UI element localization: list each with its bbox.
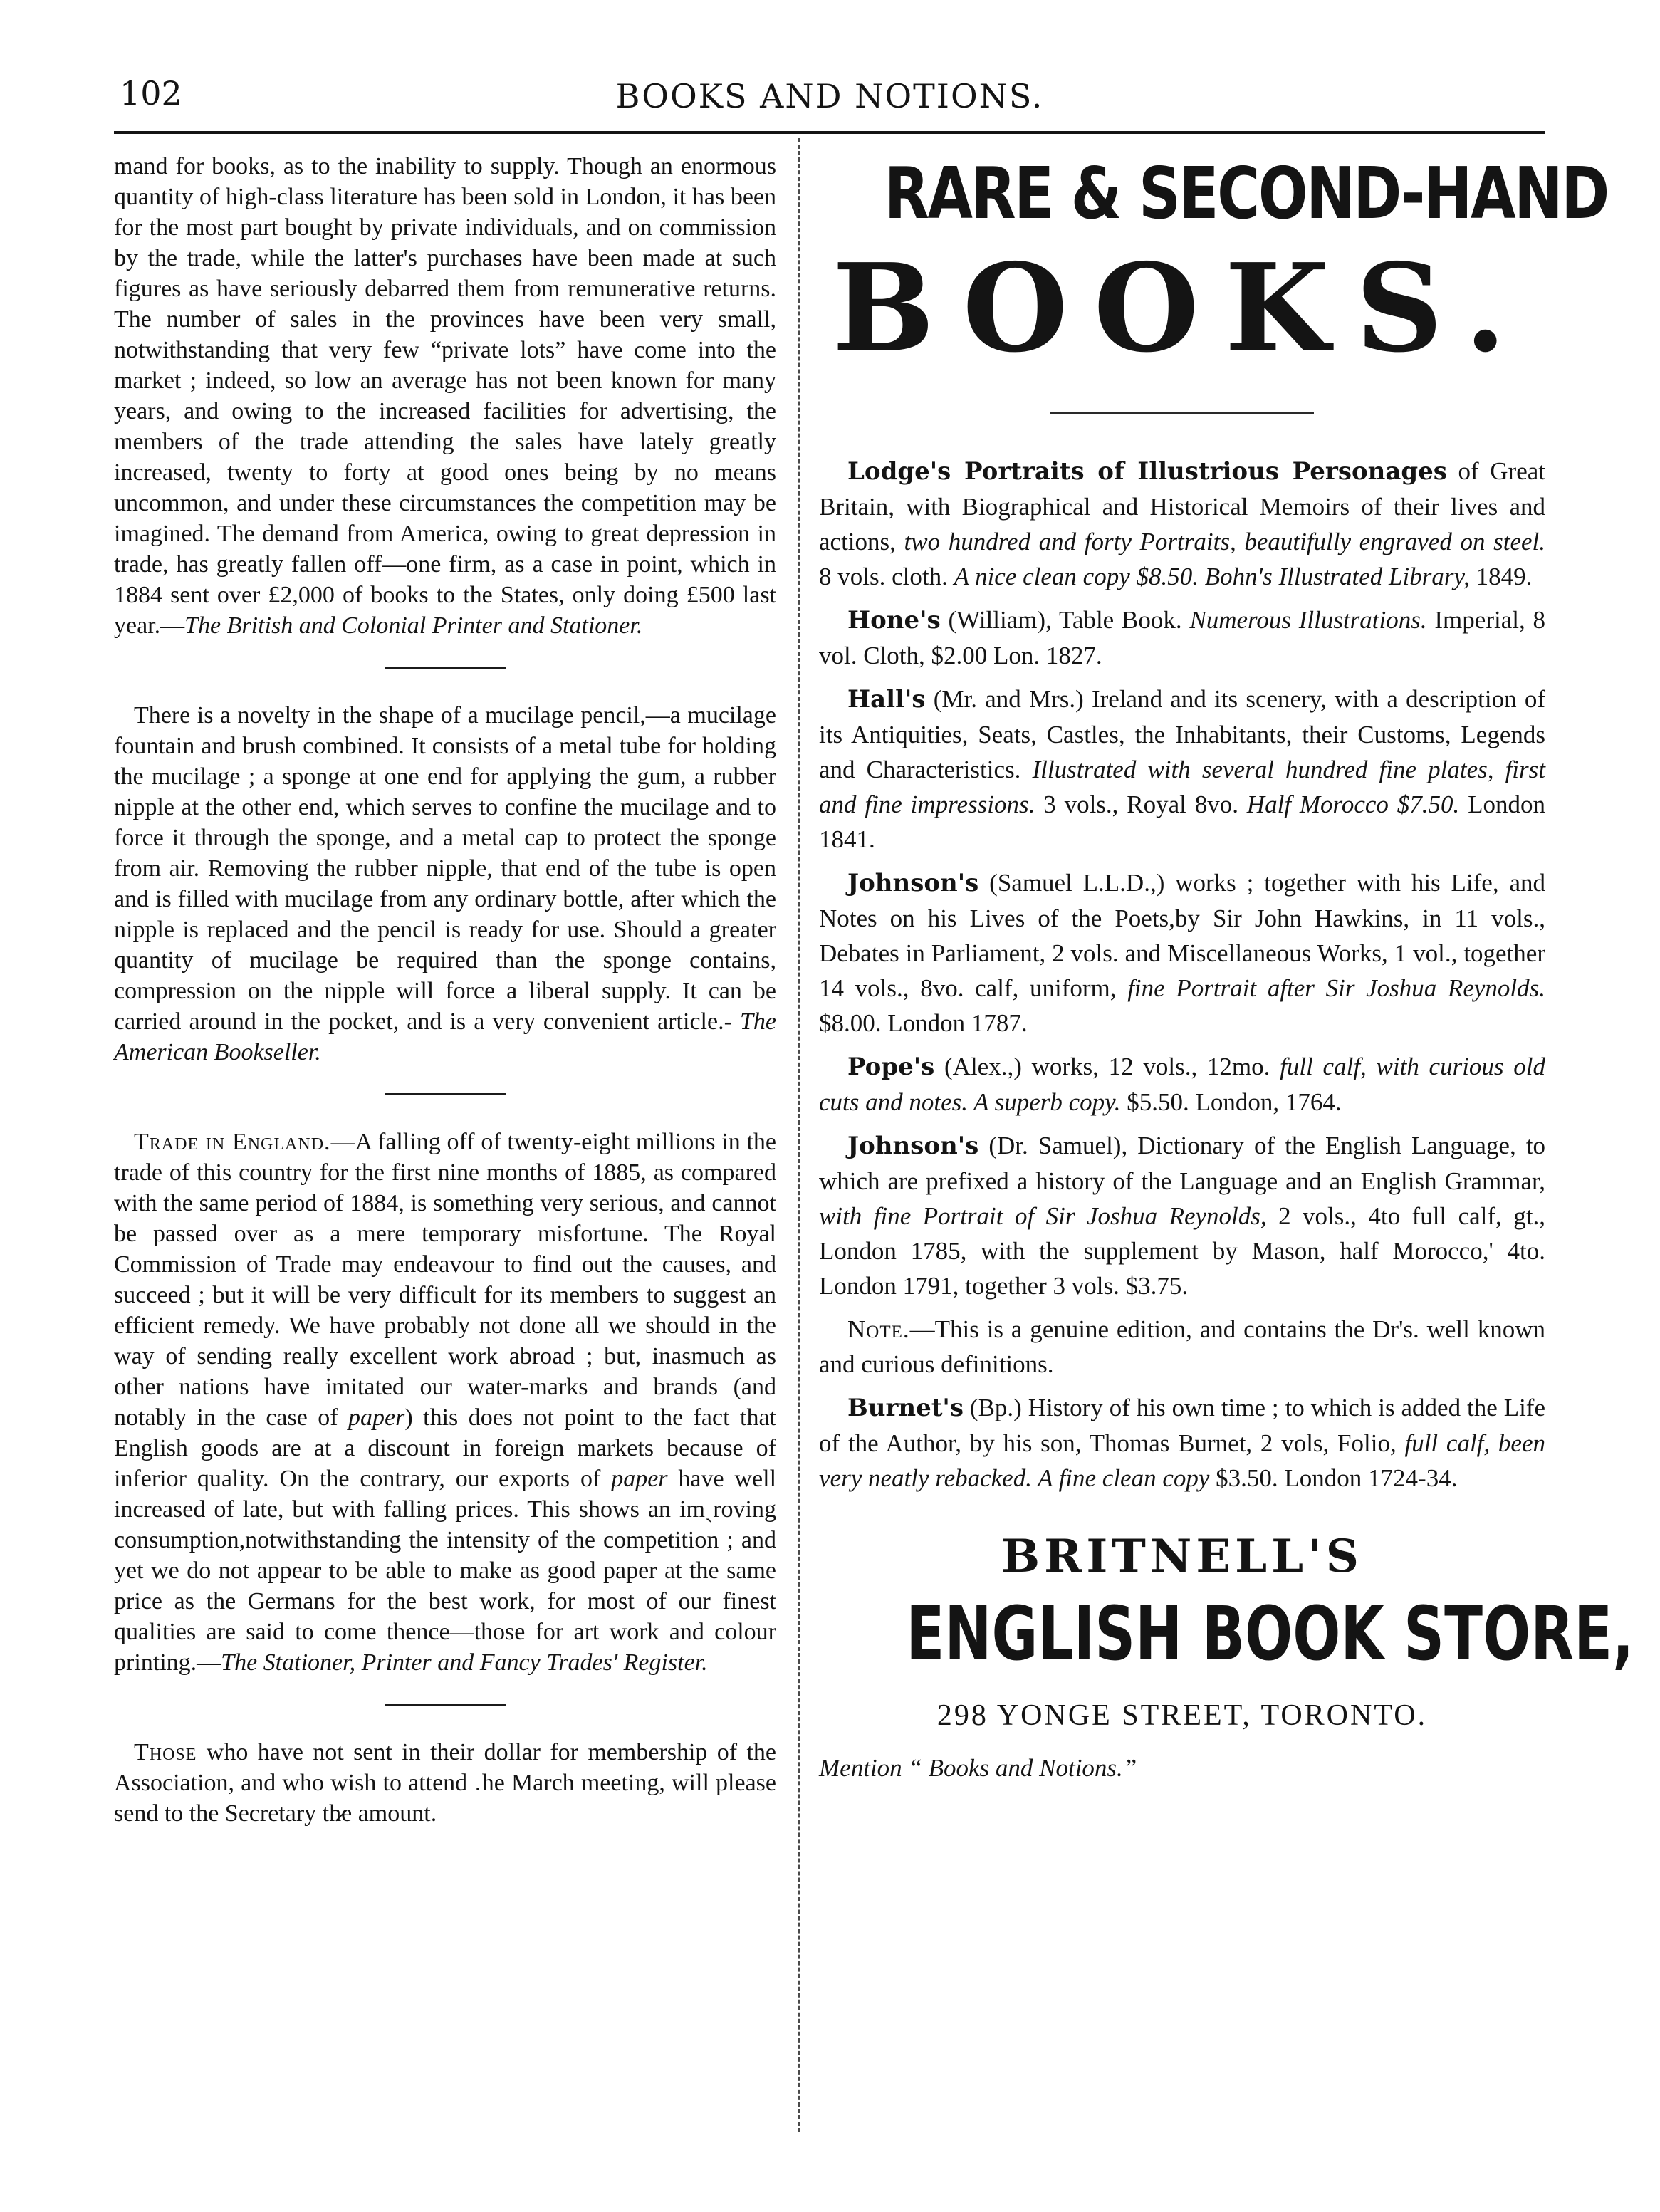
page-header <box>114 71 1545 128</box>
page-number: 102 <box>120 74 182 113</box>
book-entry-italic: Half Morocco $7.50. <box>1246 791 1460 818</box>
notice-heading: Those <box>134 1739 197 1765</box>
article-trade-text-c: have well increased of late, but with falling prices. This shows an imˏroving consumption,notwithstanding the intensity of the competition ; and yet we do not appear to be able to make as good paper at the same price as the Germans for the best work, for most of our finest qualities are said to come thence—those for art work and colour printing.— <box>114 1466 777 1676</box>
book-entry-text: of Great Britain, with Biographical and Historical Memoirs of their lives and actions, <box>819 457 1545 555</box>
book-entry-italic: full calf, with curious old cuts and notes. A superb copy. <box>819 1053 1545 1116</box>
note-heading: Note. <box>847 1315 910 1343</box>
store-address: 298 YONGE STREET, TORONTO. <box>936 1699 1428 1732</box>
store-name: BRITNELL'S <box>1001 1530 1363 1583</box>
book-entry-title: Johnson's <box>847 1132 979 1160</box>
section-separator <box>385 1093 506 1095</box>
ad-headline-books: BOOKS. <box>832 237 1533 380</box>
store-tagline: ENGLISH BOOK STORE, <box>906 1590 1634 1677</box>
book-entry-text: 2 vols., 4to full calf, gt., London 1785, with the supplement by Mason, half Morocco,' 4to. London 1791, together 3 vols. $3.75. <box>819 1202 1545 1300</box>
book-entry-title: Burnet's <box>847 1394 964 1422</box>
article-mucilage-text: There is a novelty in the shape of a mucilage pencil,—a mucilage fountain and brush combined. It consists of a metal tube for holding the mucilage ; a sponge at one end for applying the gum, a rubber nipple at the other end, which serves to confine the mucilage and to force it through the sponge, and a metal cap to protect the sponge from air. Removing the rubber nipple, that end of the tube is open and is filled with mucilage from any ordinary bottle, after which the nipple is replaced and the pencil is ready for use. Should a greater quantity of mucilage be required than the sponge contains, compression on the nipple will force a liberal supply. It can be carried around in the pocket, and is a very convenient article.- <box>114 702 776 1035</box>
article-mucilage-pencil <box>114 700 776 1068</box>
header-rule <box>114 131 1545 134</box>
book-entry-lodge <box>819 454 1545 594</box>
book-entry-title: Hall's <box>847 685 926 714</box>
book-entry-italic: full calf, been very neatly rebacked. A fine clean copy <box>819 1429 1545 1492</box>
left-column <box>114 151 776 1829</box>
book-entry-italic: with fine Portrait of Sir Joshua Reynolds, <box>819 1202 1267 1230</box>
book-entry-title: Johnson's <box>847 869 979 897</box>
book-entry-text: (Alex.,) works, 12 vols., 12mo. <box>934 1053 1280 1080</box>
article-trade-paper-2: paper <box>611 1466 668 1492</box>
notice-text: who have not sent in their dollar for membership of the Association, and who wish to attend ․he March meeting, will please send to the Secretary th̷e amount. <box>114 1739 776 1827</box>
book-entry-text: Imperial, 8 vol. Cloth, $2.00 Lon. 1827. <box>819 606 1545 669</box>
article-book-trade-source: The British and Colonial Printer and Stationer. <box>184 612 643 639</box>
book-entry-pope <box>819 1049 1545 1120</box>
article-trade-in-england <box>114 1127 776 1678</box>
book-entry-title: Hone's <box>847 606 941 635</box>
book-entry-italic: two hundred and forty Portraits, beautifully engraved on steel. <box>904 528 1545 555</box>
book-entry-johnson-dictionary <box>819 1128 1545 1303</box>
right-column-advertisement <box>819 151 1634 1783</box>
book-entry-text: $8.00. London 1787. <box>819 1009 1028 1037</box>
book-entry-text: 8 vols. cloth. <box>819 563 954 590</box>
section-separator <box>385 1704 506 1706</box>
article-book-trade <box>114 151 776 641</box>
note-text: —This is a genuine edition, and contains the Dr's. well known and curious definitions. <box>819 1315 1545 1378</box>
book-entry-text: London 1841. <box>819 791 1545 853</box>
book-entry-text: (Bp.) History of his own time ; to which is added the Life of the Author, by his son, Thomas Burnet, 2 vols, Folio, <box>819 1394 1545 1457</box>
book-entry-text: 1849. <box>1469 563 1533 590</box>
running-title: BOOKS AND NOTIONS. <box>615 77 1044 115</box>
mention-line: Mention “ Books and Notions.” <box>819 1754 1137 1782</box>
book-entry-italic: Numerous Illustrations. <box>1189 606 1427 634</box>
article-trade-source: The Stationer, Printer and Fancy Trades' Register. <box>221 1649 708 1676</box>
article-trade-text-a: —A falling off of twenty-eight millions in the trade of this country for the first nine months of 1885, as compared with the same period of 1884, is something very serious, and cannot be passed over as a mere temporary misfortune. The Royal Commission of Trade may endeavour to find out the causes, and succeed ; but it will be very difficult for its members to suggest an efficient remedy. We have probably not done all we should in the way of sending really excellent work abroad ; but, inasmuch as other nations have imitated our water-marks and brands (and notably in the case of <box>114 1129 777 1431</box>
article-trade-paper-1: paper <box>348 1404 405 1431</box>
book-entry-title: Pope's <box>847 1053 935 1081</box>
book-entry-text: (Mr. and Mrs.) Ireland and its scenery, with a description of its Antiquities, Seats, Castles, the Inhabitants, their Customs, Legends and Characteristics. <box>819 685 1545 783</box>
article-mucilage-source: The American Bookseller. <box>114 1008 776 1065</box>
book-entry-italic: A nice clean copy $8.50. Bohn's Illustrated Library, <box>954 563 1470 590</box>
book-entry-title: Lodge's Portraits of Illustrious Personages <box>847 457 1447 486</box>
book-entry-text: $3.50. London 1724-34. <box>1209 1464 1458 1492</box>
book-entry-text: (Dr. Samuel), Dictionary of the English Language, to which are prefixed a history of the Language and an English Grammar, <box>819 1132 1545 1195</box>
section-separator <box>385 667 506 669</box>
book-entry-hone <box>819 602 1545 673</box>
notice-membership <box>114 1737 776 1829</box>
article-trade-text-b: ) this does not point to the fact that English goods are at a discount in foreign markets because of inferior quality. On the contrary, our exports of <box>114 1404 776 1492</box>
book-entry-text: $5.50. London, 1764. <box>1120 1088 1342 1116</box>
book-entry-burnet <box>819 1390 1545 1496</box>
column-divider <box>798 138 800 2132</box>
ad-headline-rare: RARE & SECOND-HAND <box>884 152 1608 235</box>
book-entry-hall <box>819 682 1545 857</box>
book-entry-text: 3 vols., Royal 8vo. <box>1035 791 1247 818</box>
dictionary-note <box>819 1312 1545 1382</box>
article-trade-heading: Trade in England. <box>134 1129 331 1155</box>
book-entry-johnson-works <box>819 865 1545 1040</box>
ad-rule <box>1050 412 1314 414</box>
book-entry-italic: Illustrated with several hundred fine plates, first and fine impressions. <box>819 756 1545 818</box>
book-entry-text: (William), Table Book. <box>940 606 1190 634</box>
book-entry-text: (Samuel L.L.D.,) works ; together with his Life, and Notes on his Lives of the Poets,by Sir John Hawkins, in 11 vols., Debates in Parliament, 2 vols. and Miscellaneous Works, 1 vol., together 14 vols., 8vo. calf, uniform, <box>819 869 1545 1002</box>
book-entry-italic: fine Portrait after Sir Joshua Reynolds. <box>1127 974 1545 1002</box>
article-book-trade-text: mand for books, as to the inability to supply. Though an enormous quantity of high-class literature has been sold in London, it has been for the most part bought by private individuals, and on commission by the trade, while the latter's purchases have been made at such figures as have seriously debarred them from remunerative returns. The number of sales in the provinces have been very small, notwithstanding that very few “private lots” have come into the market ; indeed, so low an average has not been known for many years, and owing to the increased facilities for advertising, the members of the trade attending the sales have lately greatly increased, twenty to forty at good ones being by no means uncommon, and under these circumstances the competition may be imagined. The demand from America, owing to great depression in trade, has greatly fallen off—one firm, as a case in point, which in 1884 sent over £2,000 of books to the States, only doing £500 last year.— <box>114 153 776 639</box>
